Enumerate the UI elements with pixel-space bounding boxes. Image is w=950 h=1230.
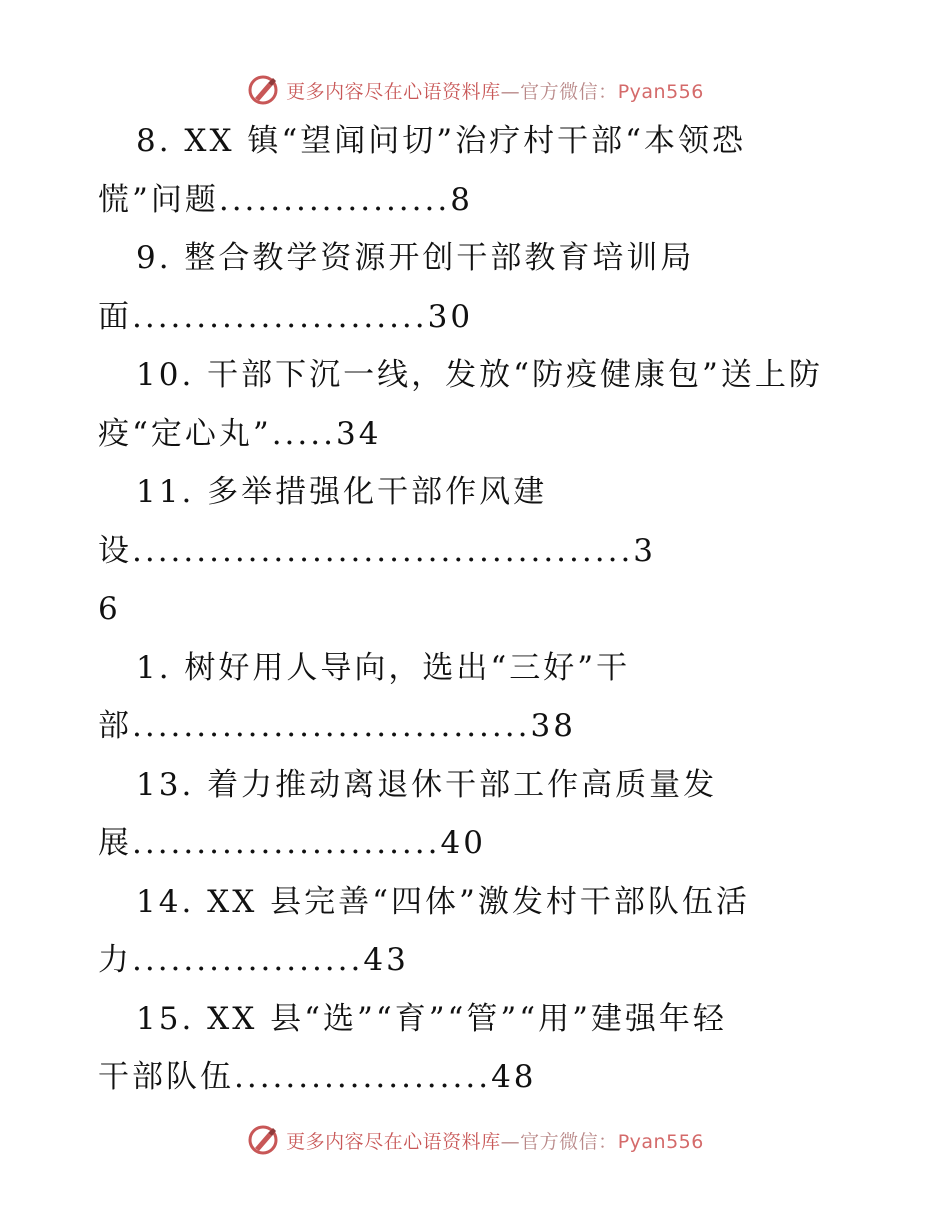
toc-line: 干部队伍....................48	[98, 1059, 537, 1095]
toc-line: 11. 多举措强化干部作风建	[136, 474, 548, 510]
watermark-text	[286, 1127, 704, 1154]
watermark-text	[286, 77, 704, 104]
watermark-main: 更多内容尽在心语资料库	[286, 1130, 501, 1153]
pen-logo-icon	[246, 1123, 280, 1157]
toc-line: 设.......................................3	[98, 532, 657, 569]
watermark-main: 更多内容尽在心语资料库	[286, 80, 501, 103]
watermark-official: 官方微信：	[520, 1130, 618, 1153]
toc-line: 疫“定心丸”.....34	[98, 415, 382, 452]
toc-line: 14. XX 县完善“四体”激发村干部队伍活	[136, 883, 750, 920]
watermark-id: Pyan556	[617, 80, 704, 103]
table-of-contents	[98, 112, 858, 1107]
watermark-footer	[0, 1120, 950, 1160]
toc-line: 面.......................30	[98, 298, 474, 335]
toc-line: 1. 树好用人导向，选出“三好”干	[136, 649, 631, 686]
toc-line: 9. 整合教学资源开创干部教育培训局	[136, 240, 695, 276]
toc-line: 部...............................38	[98, 708, 576, 744]
watermark-id: Pyan556	[617, 1130, 704, 1153]
toc-line: 力..................43	[98, 942, 409, 978]
toc-line: 展........................40	[98, 825, 486, 861]
watermark-official: 官方微信：	[520, 80, 618, 103]
toc-line: 慌”问题..................8	[98, 181, 473, 218]
toc-line: 15. XX 县“选”“育”“管”“用”建强年轻	[136, 1000, 727, 1037]
watermark-header	[0, 70, 950, 110]
toc-line: 8. XX 镇“望闻问切”治疗村干部“本领恐	[136, 123, 746, 159]
watermark-sep: —	[500, 1130, 521, 1153]
toc-line: 10. 干部下沉一线，发放“防疫健康包”送上防	[136, 357, 823, 393]
toc-line: 13. 着力推动离退休干部工作高质量发	[136, 766, 718, 803]
watermark-sep: —	[500, 80, 521, 103]
toc-line: 6	[98, 591, 121, 627]
pen-logo-icon	[246, 73, 280, 107]
